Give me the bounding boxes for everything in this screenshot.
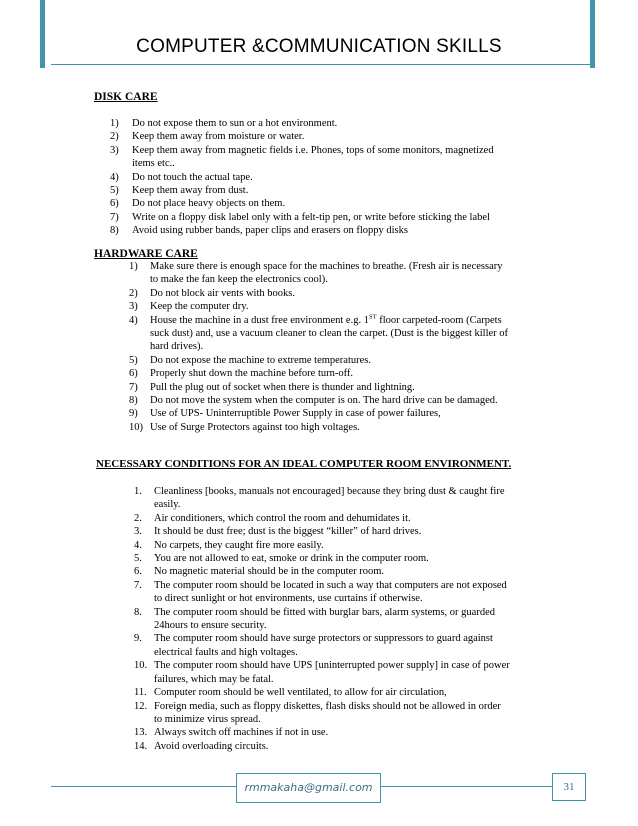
list-item (129, 260, 508, 287)
list-item-text: Keep them away from magnetic fields i.e. Phones, tops of some monitors, magnetized (132, 144, 494, 156)
list-item (134, 525, 510, 538)
list-item (134, 740, 510, 753)
list-item-number: 6) (129, 368, 138, 380)
list-item-number: 5. (134, 553, 142, 565)
list-item-text: The computer room should be located in such a way that computers are not exposed (154, 579, 507, 591)
list-item-text: The computer room should be fitted with burglar bars, alarm systems, or guarded (154, 606, 495, 618)
list-item-number: 10) (129, 421, 143, 433)
footer-divider-left (51, 786, 236, 787)
list-item-line (150, 394, 508, 407)
list-item (134, 539, 510, 552)
list-item (129, 300, 508, 313)
list-item-text: suck dust) and, use a vacuum cleaner to clean the carpet. (Dust is the biggest killer of (150, 328, 509, 340)
list-item-line (154, 539, 510, 552)
list-item-line (154, 740, 510, 753)
list-item-number: 8) (110, 225, 119, 237)
list-item-number: 9. (134, 633, 142, 645)
list-item-line (154, 659, 510, 672)
list-item-number: 14. (134, 740, 148, 752)
list-item-text: to minimize virus spread. (154, 713, 261, 725)
list-item-line (154, 565, 510, 578)
disk-care-list (110, 117, 494, 238)
list-item (134, 632, 510, 659)
list-item (134, 726, 510, 739)
disk-care-heading: DISK CARE (94, 91, 158, 103)
list-item-line (150, 273, 508, 286)
list-item (110, 144, 494, 171)
list-item-text: easily. (154, 499, 181, 511)
list-item-line (150, 300, 508, 313)
list-item-text: The computer room should have surge protectors or suppressors to guard against (154, 633, 493, 645)
list-item-text: Computer room should be well ventilated, to allow for air circulation, (154, 687, 447, 699)
superscript-text: ST (368, 313, 377, 321)
list-item-text: Air conditioners, which control the room and dehumidates it. (154, 512, 411, 524)
list-item-text: Foreign media, such as floppy diskettes, flash disks should not be allowed in order (154, 700, 501, 712)
hardware-care-heading: HARDWARE CARE (94, 248, 198, 260)
list-item-line (150, 367, 508, 380)
list-item-number: 2) (110, 131, 119, 143)
list-item-line (150, 287, 508, 300)
list-item-number: 10. (134, 660, 148, 672)
list-item-text: Keep the computer dry. (150, 301, 249, 313)
list-item-number: 6) (110, 198, 119, 210)
list-item-line (132, 157, 494, 170)
list-item-number: 4) (129, 314, 138, 326)
list-item-line (132, 117, 494, 130)
list-item (129, 354, 508, 367)
list-item-text: Do not expose them to sun or a hot environment. (132, 118, 338, 129)
list-item (134, 659, 510, 686)
list-item-number: 3) (129, 301, 138, 313)
list-item-line (132, 171, 494, 184)
list-item (134, 485, 510, 512)
hardware-care-list (129, 260, 508, 434)
list-item-number: 6. (134, 566, 142, 578)
list-item-text: Cleanliness [books, manuals not encouraged] because they bring dust & caught fire (154, 486, 505, 497)
list-item-text: No magnetic material should be in the computer room. (154, 566, 385, 578)
list-item (134, 512, 510, 525)
list-item (129, 394, 508, 407)
list-item-text: House the machine in a dust free environment e.g. 1 (150, 314, 369, 326)
list-item-number: 4. (134, 539, 142, 551)
list-item-line (150, 421, 508, 434)
list-item-text: Pull the plug out of socket when there is thunder and lightning. (150, 381, 415, 393)
list-item-number: 7) (129, 381, 138, 393)
list-item-line (150, 354, 508, 367)
list-item-line (132, 211, 494, 224)
list-item-text: Keep them away from dust. (132, 185, 249, 197)
list-item-text: Use of UPS- Uninterruptible Power Supply in case of power failures, (150, 408, 441, 420)
list-item-line (154, 646, 510, 659)
list-item-text: failures, which may be fatal. (154, 673, 274, 685)
list-item-text: Do not block air vents with books. (150, 287, 295, 299)
list-item-line (154, 606, 510, 619)
list-item-line (154, 713, 510, 726)
list-item-number: 12. (134, 700, 148, 712)
list-item-text: The computer room should have UPS [uninterrupted power supply] in case of power (154, 660, 510, 672)
list-item (110, 224, 494, 237)
list-item-number: 4) (110, 171, 119, 183)
list-item-line (150, 407, 508, 420)
list-item-number: 13. (134, 727, 148, 739)
list-item-line (150, 340, 508, 353)
list-item-text: 24hours to ensure security. (154, 620, 267, 632)
list-item (134, 686, 510, 699)
header-divider (51, 64, 591, 65)
list-item-text: Do not place heavy objects on them. (132, 198, 286, 210)
list-item (129, 421, 508, 434)
list-item-number: 5) (129, 354, 138, 366)
list-item-text: Do not touch the actual tape. (132, 171, 253, 183)
conditions-heading: NECESSARY CONDITIONS FOR AN IDEAL COMPUTER ROOM ENVIRONMENT. (96, 458, 512, 470)
list-item (134, 606, 510, 633)
list-item (129, 314, 508, 354)
list-item-number: 1. (134, 486, 142, 497)
list-item-line (154, 552, 510, 565)
list-item-number: 7) (110, 211, 119, 223)
page-header-title: COMPUTER &COMMUNICATION SKILLS (136, 36, 502, 57)
page-number: 31 (552, 773, 586, 801)
list-item-line (154, 632, 510, 645)
footer-email: rmmakaha@gmail.com (236, 773, 381, 803)
list-item-line (154, 579, 510, 592)
list-item-number: 8) (129, 395, 138, 407)
list-item-text: Avoid using rubber bands, paper clips and erasers on floppy disks (132, 225, 408, 237)
list-item-line (154, 619, 510, 632)
list-item-number: 11. (134, 687, 147, 699)
list-item-text: No carpets, they caught fire more easily. (154, 539, 324, 551)
list-item-number: 2) (129, 287, 138, 299)
list-item-line (154, 485, 510, 498)
list-item (134, 579, 510, 606)
list-item-text: Write on a floppy disk label only with a felt-tip pen, or write before sticking the label (132, 211, 490, 223)
list-item (110, 184, 494, 197)
list-item (110, 130, 494, 143)
list-item-line (154, 686, 510, 699)
list-item-text: floor carpeted-room (Carpets (376, 314, 502, 326)
list-item-line (154, 673, 510, 686)
list-item-number: 3. (134, 526, 142, 538)
list-item-line (154, 726, 510, 739)
conditions-list (134, 485, 510, 753)
list-item-number: 7. (134, 579, 142, 591)
list-item-line (150, 327, 508, 340)
footer-divider-right (381, 786, 552, 787)
list-item-text: Make sure there is enough space for the machines to breathe. (Fresh air is necessary (150, 261, 503, 272)
list-item-line (132, 184, 494, 197)
list-item-line (132, 144, 494, 157)
list-item-line (150, 260, 508, 273)
list-item-text: items etc.. (132, 158, 175, 170)
list-item (110, 211, 494, 224)
list-item-line (132, 130, 494, 143)
list-item-line (154, 498, 510, 511)
list-item-line (154, 592, 510, 605)
list-item-number: 8. (134, 606, 142, 618)
list-item-text: Avoid overloading circuits. (154, 740, 269, 752)
list-item-number: 5) (110, 185, 119, 197)
list-item-number: 1) (129, 261, 138, 272)
list-item-text: It should be dust free; dust is the biggest “killer” of hard drives. (154, 526, 422, 538)
list-item (134, 700, 510, 727)
list-item-line (132, 197, 494, 210)
list-item (134, 552, 510, 565)
list-item (129, 381, 508, 394)
list-item-text: Keep them away from moisture or water. (132, 131, 305, 143)
list-item (129, 407, 508, 420)
list-item (129, 287, 508, 300)
list-item-text: to direct sunlight or hot environments, use curtains if otherwise. (154, 593, 423, 605)
list-item-text: Do not move the system when the computer is on. The hard drive can be damaged. (150, 395, 498, 407)
list-item-line (154, 512, 510, 525)
list-item (134, 565, 510, 578)
list-item-text: electrical faults and high voltages. (154, 646, 298, 658)
list-item (110, 117, 494, 130)
list-item-number: 2. (134, 512, 142, 524)
list-item-text: Do not expose the machine to extreme temperatures. (150, 354, 372, 366)
list-item-text: Always switch off machines if not in use. (154, 727, 329, 739)
list-item-text: hard drives). (150, 341, 204, 353)
list-item (110, 171, 494, 184)
list-item (110, 197, 494, 210)
list-item-number: 3) (110, 144, 119, 156)
list-item (129, 367, 508, 380)
list-item-line (150, 314, 508, 327)
list-item-number: 1) (110, 118, 119, 129)
list-item-line (154, 700, 510, 713)
list-item-text: Properly shut down the machine before turn-off. (150, 368, 354, 380)
list-item-text: to make the fan keep the electronics cool). (150, 274, 328, 286)
list-item-number: 9) (129, 408, 138, 420)
list-item-text: Use of Surge Protectors against too high voltages. (150, 421, 360, 433)
list-item-line (132, 224, 494, 237)
list-item-line (154, 525, 510, 538)
list-item-line (150, 381, 508, 394)
list-item-text: You are not allowed to eat, smoke or drink in the computer room. (154, 553, 429, 565)
